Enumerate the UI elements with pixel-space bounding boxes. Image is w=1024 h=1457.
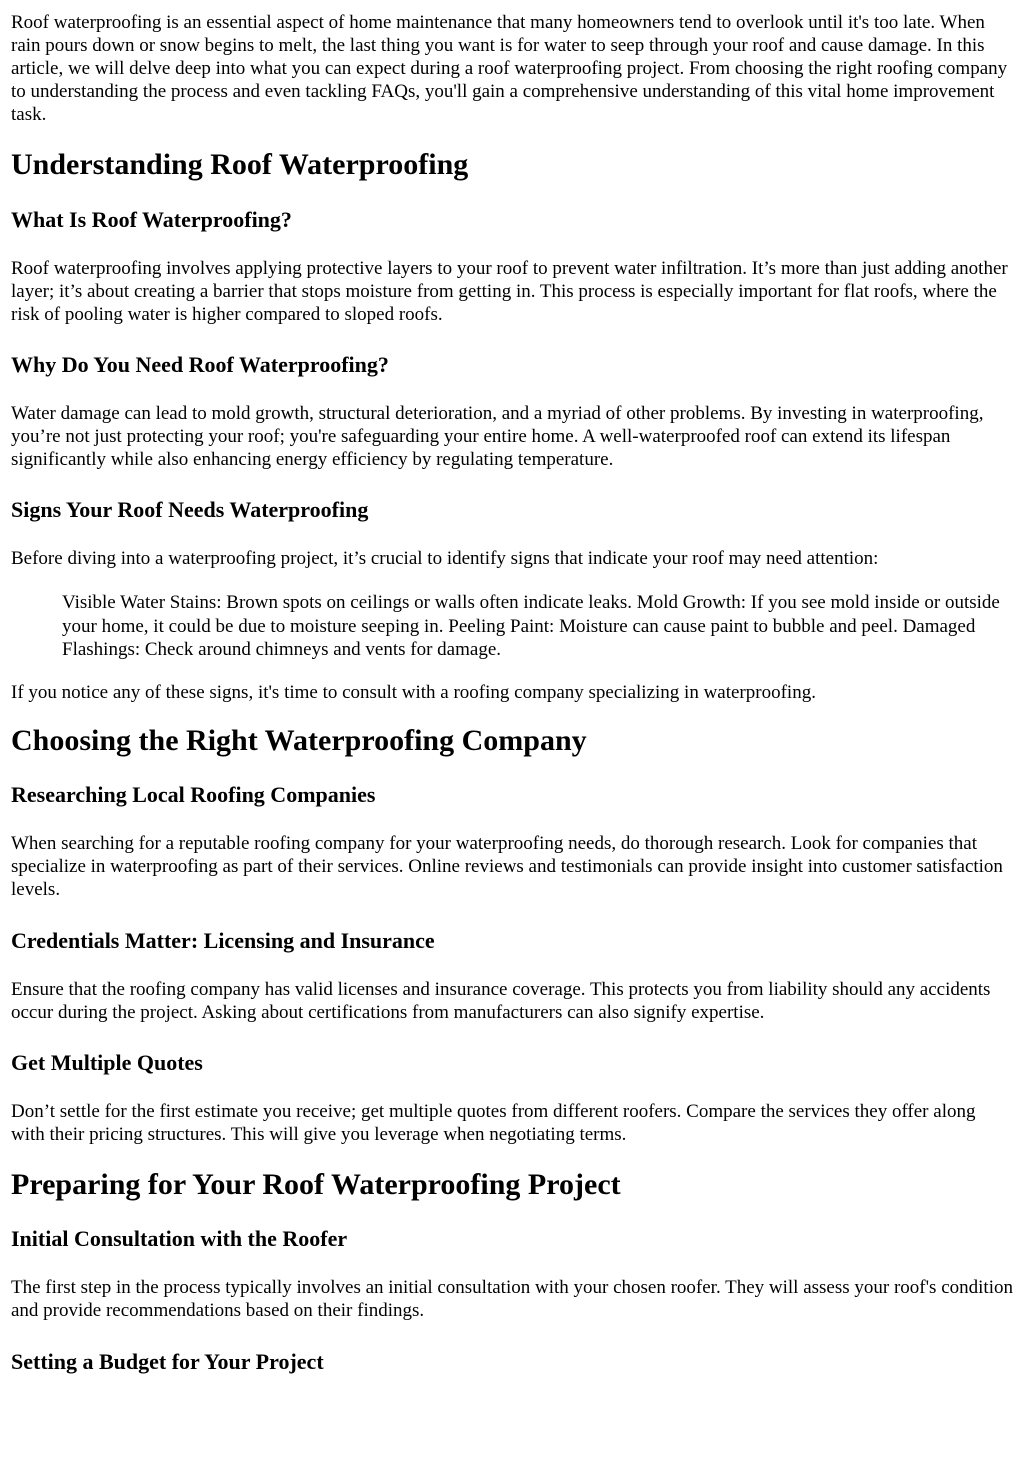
paragraph-why-need: Water damage can lead to mold growth, structural deterioration, and a myriad of other problems. By investing in waterproofing, you’re not just protecting your roof; you're safeguarding your entire home. A well-waterproofed roof can extend its lifespan significantly while also enhancing energy efficiency by regulating temperature.	[11, 403, 984, 470]
paragraph-signs: Before diving into a waterproofing project, it’s crucial to identify signs that indicate your roof may need attention:	[11, 548, 879, 569]
article	[0, 11, 1024, 1375]
paragraph-signs-closing: If you notice any of these signs, it's time to consult with a roofing company specializing in waterproofing.	[11, 681, 816, 703]
paragraph-what-is: Roof waterproofing involves applying protective layers to your roof to prevent water infiltration. It’s more than just adding another layer; it’s about creating a barrier that stops moisture from getting in. This process is especially important for flat roofs, where the risk of pooling water is higher compared to sloped roofs.	[11, 258, 1008, 325]
subheading-budget: Setting a Budget for Your Project	[11, 1348, 324, 1374]
paragraph-quotes: Don’t settle for the first estimate you receive; get multiple quotes from different roofers. Compare the services they offer along with their pricing structures. This will give you leverage when negotiating terms.	[11, 1100, 976, 1145]
paragraph-research: When searching for a reputable roofing company for your waterproofing needs, do thorough research. Look for companies that specialize in waterproofing as part of their services. Online reviews and testimonials can provide insight into customer satisfaction levels.	[11, 832, 1003, 900]
section-heading-choosing: Choosing the Right Waterproofing Company	[11, 723, 587, 757]
subheading-what-is: What Is Roof Waterproofing?	[11, 207, 292, 232]
paragraph-consultation: The first step in the process typically involves an initial consultation with your chosen roofer. They will assess your roof's condition and provide recommendations based on their findings.	[11, 1276, 1013, 1321]
subheading-signs: Signs Your Roof Needs Waterproofing	[11, 497, 369, 522]
subheading-consultation: Initial Consultation with the Roofer	[11, 1225, 348, 1251]
intro-paragraph: Roof waterproofing is an essential aspect of home maintenance that many homeowners tend to overlook until it's too late. When rain pours down or snow begins to melt, the last thing you want is for water to seep through your roof and cause damage. In this article, we will delve deep into what you can expect during a roof waterproofing project. From choosing the right roofing company to understanding the process and even tackling FAQs, you'll gain a comprehensive understanding of this vital home improvement task.	[11, 12, 1008, 125]
section-heading-understanding: Understanding Roof Waterproofing	[11, 148, 469, 181]
subheading-quotes: Get Multiple Quotes	[11, 1049, 203, 1075]
section-heading-preparing: Preparing for Your Roof Waterproofing Project	[11, 1167, 621, 1201]
subheading-research: Researching Local Roofing Companies	[11, 781, 376, 807]
subheading-credentials: Credentials Matter: Licensing and Insurance	[11, 927, 435, 953]
subheading-why-need: Why Do You Need Roof Waterproofing?	[11, 352, 389, 377]
signs-quote: Visible Water Stains: Brown spots on ceilings or walls often indicate leaks. Mold Growth: If you see mold inside or outside your home, it could be due to moisture seeping in. Peeling Paint: Moisture can cause paint to bubble and peel. Damaged Flashings: Check around chimneys and vents for damage.	[62, 592, 1000, 660]
paragraph-credentials: Ensure that the roofing company has valid licenses and insurance coverage. This protects you from liability should any accidents occur during the project. Asking about certifications from manufacturers can also signify expertise.	[11, 978, 991, 1023]
